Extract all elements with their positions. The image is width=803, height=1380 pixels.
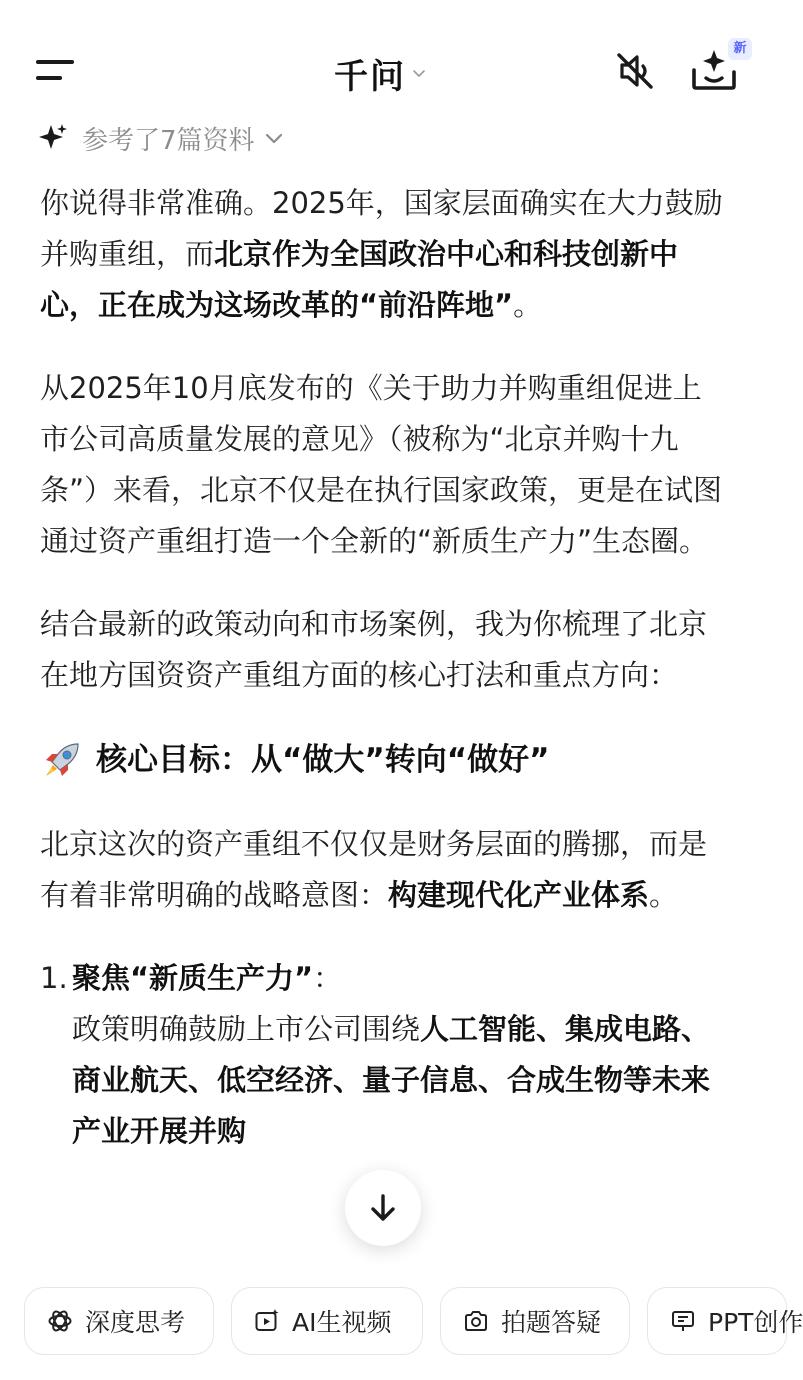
list-item <box>40 953 730 1157</box>
list-number: 1. <box>40 961 68 995</box>
paragraph-text: 。 <box>513 288 543 322</box>
camera-icon <box>463 1308 489 1334</box>
scroll-to-bottom-button[interactable] <box>345 1170 421 1246</box>
chip-label: PPT创作 <box>708 1308 803 1337</box>
arrow-down-icon <box>366 1191 400 1225</box>
photo-question-chip[interactable] <box>440 1287 630 1355</box>
quick-actions-bar <box>0 1280 803 1380</box>
chip-label: 深度思考 <box>85 1308 186 1337</box>
menu-icon-line <box>36 60 74 64</box>
section-heading <box>40 733 730 787</box>
menu-icon-line <box>36 76 62 80</box>
paragraph-text: 。 <box>649 878 679 912</box>
sparkle-icon <box>38 123 68 153</box>
answer-content <box>40 178 730 1157</box>
list-bold-text: 人工智能、集成电路、商业航天、低空经济、量子信息、合成生物等未来产业开展并购 <box>72 1012 711 1148</box>
ai-video-icon <box>254 1308 280 1334</box>
chip-label: 拍题答疑 <box>501 1308 602 1337</box>
new-badge: 新 <box>728 38 752 60</box>
mute-speaker-icon[interactable] <box>610 46 660 96</box>
list-text: 政策明确鼓励上市公司围绕 <box>72 1012 421 1046</box>
answer-paragraph: 结合最新的政策动向和市场案例，我为你梳理了北京在地方国资资产重组方面的核心打法和重点方向： <box>40 607 708 692</box>
paragraph-text: 你说得非常准确。2025年，国家层面确实在大力鼓励并购重组，而 <box>40 186 723 271</box>
bold-text: 构建现代化产业体系 <box>388 878 650 912</box>
app-title: 千问 <box>334 56 406 97</box>
model-selector[interactable] <box>334 50 426 96</box>
ppt-chip[interactable] <box>647 1287 803 1355</box>
menu-button[interactable] <box>30 52 80 92</box>
answer-paragraph <box>40 819 730 921</box>
chip-label: AI生视频 <box>292 1308 392 1337</box>
section-title: 核心目标：从“做大”转向“做好” <box>96 742 550 778</box>
chevron-down-icon <box>412 66 426 80</box>
list-colon: ： <box>313 961 343 995</box>
deep-think-chip[interactable] <box>24 1287 214 1355</box>
answer-paragraph <box>40 178 730 331</box>
ai-video-chip[interactable] <box>231 1287 423 1355</box>
references-label: 参考了7篇资料 <box>82 125 255 156</box>
chevron-down-icon <box>263 127 285 149</box>
rocket-icon <box>40 738 84 782</box>
paragraph-text: 北京这次的资产重组不仅仅是财务层面的腾挪，而是有着非常明确的战略意图： <box>40 827 708 912</box>
references-toggle[interactable] <box>38 118 285 158</box>
list-body <box>72 953 730 1157</box>
answer-paragraph: 从2025年10月底发布的《关于助力并购重组促进上市公司高质量发展的意见》（被称为“北京并购十九条”）来看，北京不仅是在执行国家政策，更是在试图通过资产重组打造一个全新的“新质生产力”生态圈。 <box>40 371 723 558</box>
ppt-icon <box>670 1308 696 1334</box>
top-bar <box>0 0 769 120</box>
list-title: 聚焦“新质生产力” <box>72 961 314 995</box>
deep-think-icon <box>47 1308 73 1334</box>
bold-text: 北京作为全国政治中心和科技创新中心，正在成为这场改革的“前沿阵地” <box>40 237 679 322</box>
